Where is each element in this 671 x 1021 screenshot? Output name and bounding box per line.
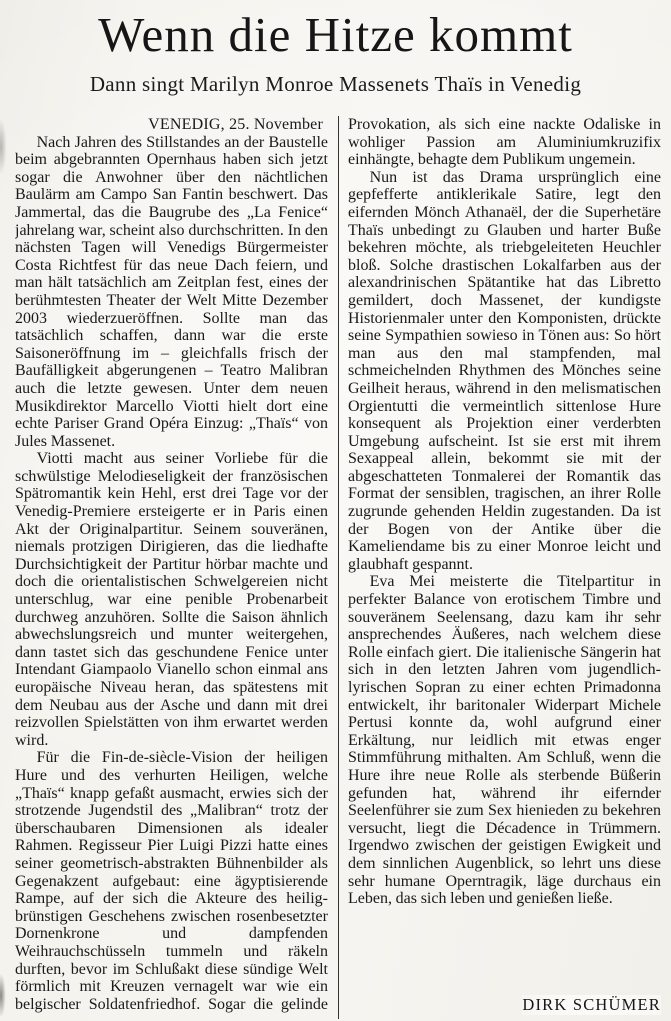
article-body [15,116,661,1019]
paragraph-5: Eva Mei meisterte die Titelpartitur in perfekter Balance von erotischem Timbre und souveränem Seelensang, dazu kam ihr sehr ansprechendes Äußeres, nach welchem diese Rolle einfach giert. Die italienische Sängerin hat sich in den letzten Jahren vom jugendlich-lyrischen Sopran zu einer echten Primadonna entwickelt, ihr baritonaler Widerpart Michele Pertusi konnte da, wohl aufgrund einer Erkältung, nur leidlich mit etwas enger Stimmführung mithalten. Am Schluß, wenn die Hure ihre neue Rolle als sterbende Büßerin gefunden hat, während ihr eifernder Seelenführer sie zum Sex hienieden zu bekehren versucht, liegt die Décadence in Trümmern. Irgendwo zwischen der geistigen Ewigkeit und dem sinnlichen Augenblick, so lehrt uns diese sehr humane Operntragik, läge durchaus ein Leben, das sich leben und genießen ließe. [348,573,661,908]
article-subtitle: Dann singt Marilyn Monroe Massenets Thaïs in Venedig [89,72,582,96]
dateline: VENEDIG, 25. November [148,116,323,133]
article-title: Wenn die Hitze kommt [98,7,573,62]
paragraph-2: Viotti macht aus seiner Vorliebe für die schwülstige Melodieseligkeit der französischen Spätromantik kein Hehl, erst drei Tage vor der Venedig-Premiere ersteigerte er in Paris einen Akt der Originalpartitur. Seinem souveränen, niemals protzigen Dirigieren, das die liedhafte Durchsichtigkeit der Partitur hörbar machte und doch die orientalistischen Schwelgereien nicht unterschlug, war eine penible Probenarbeit durchweg anzuhören. Sollte die Saison ähnlich abwechslungsreich und munter weitergehen, dann tastet sich das geschundene Fenice unter Intendant Giampaolo Vianello schon einmal ans europäische Niveau heran, das spätestens mit dem Neubau aus der Asche und dann mit drei reizvollen Spielstätten von ihm erwartet werden wird. [15,450,328,749]
paragraph-1: Nach Jahren des Stillstandes an der Baustelle beim abgebrannten Opernhaus haben sich jetzt sogar die Anwohner über den nächtlichen Baulärm am Campo San Fantin beschwert. Das Jammertal, das die Baugrube des „La Fenice“ jahrelang war, scheint also durchschritten. In den nächsten Tagen will Venedigs Bürgermeister Costa Richtfest für das neue Dach feiern, und man hält tatsächlich am Zeitplan fest, eines der berühmtesten Theater der Welt Mitte Dezember 2003 wiederzueröffnen. Sollte man das tatsächlich schaffen, dann war die erste Saisoneröffnung im – gleichfalls frisch der Baufälligkeit abgerungenen – Teatro Malibran auch die letzte gewesen. Unter dem neuen Musikdirektor Marcello Viotti hielt dort eine echte Pariser Grand Opéra Einzug: „Thaïs“ von Jules Massenet. [15,133,328,450]
paragraph-4: Nun ist das Drama ursprünglich eine gepfefferte antiklerikale Satire, legt den eifernden Mönch Athanaël, der die Superhetäre Thaïs unbedingt zu Glauben und harter Buße bekehren möchte, als triebgeleiteten Heuchler bloß. Solche drastischen Lokalfarben aus der alexandrinischen Spätantike hat das Libretto gemildert, doch Massenet, der kundigste Historienmaler unter den Komponisten, drückte seine Sympathien sowieso in Tönen aus: So hört man aus den mal stampfenden, mal schmeichelnden Rhythmen des Mönches seine Geilheit heraus, während in den melismatischen Orgientutti die vermeintlich sittenlose Hure konsequent als Projektion einer verderbten Umgebung aufscheint. Ist sie erst mit ihrem Sexappeal allein, bekommt sie mit der abgeschatteten Tonmalerei der Romantik das Format der sensiblen, tragischen, an ihrer Rolle zugrunde gehenden Heldin zugestanden. Da ist der Bogen von der Antike über die Kameliendame bis zu einer Monroe leicht und glaubhaft gespannt. [348,168,661,573]
byline: DIRK SCHÜMER [522,995,661,1014]
paragraph-3: Für die Fin-de-siècle-Vision der heiligen Hure und des verhurten Heiligen, welche „Thaïs“ knapp gefaßt ausmacht, erwies sich der strotzende Jugendstil des „Malibran“ trotz der überschaubaren Dimensionen als idealer Rahmen. Regisseur Pier Luigi Pizzi hatte eines seiner geometrisch-abstrakten Bühnenbilder als Gegenakzent aufgebaut: eine ägyptisierende Rampe, auf der sich die Akteure des heilig-brünstigen Geschehens zwischen rosenbesetzter Dornenkrone und dampfenden Weihrauchschüsseln tummeln und räkeln durften, bevor im Schlußakt diese sündige Welt förmlich mit Kreuzen vernagelt war wie ein belgischer Soldatenfriedhof. Sogar die gelinde Provokation, als sich eine nackte Odaliske in wohliger Passion am Aluminiumkruzifix einhängte, behagte dem Publikum ungemein. [15,116,661,1013]
scan-smudge [0,968,7,1021]
scan-smudge [0,112,8,182]
